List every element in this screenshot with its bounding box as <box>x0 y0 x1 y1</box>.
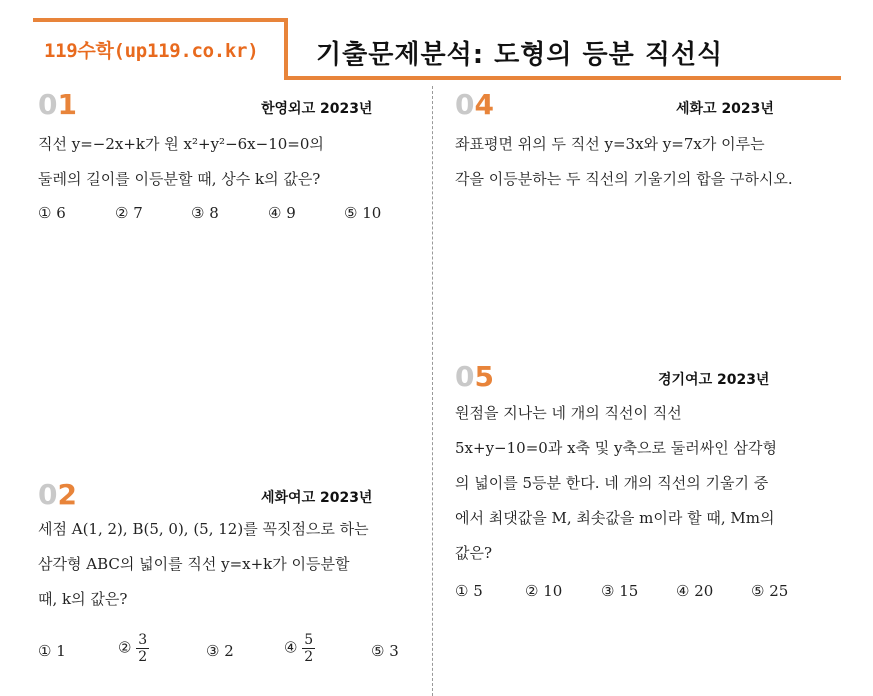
question-01-choices <box>38 204 428 226</box>
choice[interactable]: ① 1 <box>38 642 66 660</box>
question-02-source: 세화여고 2023년 <box>261 490 373 506</box>
question-02-line-3: 때, k의 값은? <box>38 590 128 608</box>
header-underline <box>288 76 841 80</box>
question-05-line-3: 의 넓이를 5등분 한다. 네 개의 직선의 기울기 중 <box>455 474 769 492</box>
question-number-05: 05 <box>455 360 494 393</box>
question-04-text <box>455 127 855 197</box>
question-04-line-2: 각을 이등분하는 두 직선의 기울기의 합을 구하시오. <box>455 170 793 188</box>
choice[interactable]: ② $\frac{3}{2}$ <box>118 632 148 665</box>
question-02-line-1: 세점 A(1, 2), B(5, 0), (5, 12)를 꼭짓점으로 하는 <box>38 520 369 538</box>
question-01-line-1: 직선 y=−2x+k가 원 x²+y²−6x−10=0의 <box>38 135 324 153</box>
question-05-source: 경기여고 2023년 <box>658 372 770 388</box>
question-02-choices <box>38 632 428 672</box>
question-02-text <box>38 512 430 617</box>
choice[interactable]: ② 7 <box>115 204 143 222</box>
choice[interactable]: ③ 2 <box>206 642 234 660</box>
question-01-line-2: 둘레의 길이를 이등분할 때, 상수 k의 값은? <box>38 170 321 188</box>
choice[interactable]: ④ $\frac{5}{2}$ <box>284 632 314 665</box>
choice[interactable]: ④ 20 <box>676 582 714 600</box>
choice[interactable]: ④ 9 <box>268 204 296 222</box>
question-05-text <box>455 396 855 571</box>
choice[interactable]: ⑤ 10 <box>344 204 382 222</box>
question-number-01: 01 <box>38 88 77 121</box>
question-05-line-2: 5x+y−10=0과 x축 및 y축으로 둘러싸인 삼각형 <box>455 439 777 457</box>
question-01-text <box>38 127 428 197</box>
choice[interactable]: ⑤ 3 <box>371 642 399 660</box>
choice[interactable]: ② 10 <box>525 582 563 600</box>
page-title: 기출문제분석: 도형의 등분 직선식 <box>316 40 724 70</box>
question-05-line-1: 원점을 지나는 네 개의 직선이 직선 <box>455 404 682 422</box>
question-04-line-1: 좌표평면 위의 두 직선 y=3x와 y=7x가 이루는 <box>455 135 765 153</box>
question-05-choices <box>455 582 845 604</box>
brand-label: 119수학(up119.co.kr) <box>44 40 259 62</box>
question-04-source: 세화고 2023년 <box>676 101 774 117</box>
question-05-line-5: 값은? <box>455 544 493 562</box>
choice[interactable]: ⑤ 25 <box>751 582 789 600</box>
question-number-04: 04 <box>455 88 494 121</box>
choice[interactable]: ③ 8 <box>191 204 219 222</box>
question-01-source: 한영외고 2023년 <box>261 101 373 117</box>
question-05-line-4: 에서 최댓값을 M, 최솟값을 m이라 할 때, Mm의 <box>455 509 775 527</box>
choice[interactable]: ③ 15 <box>601 582 639 600</box>
choice[interactable]: ① 6 <box>38 204 66 222</box>
choice[interactable]: ① 5 <box>455 582 483 600</box>
fraction: $\frac{5}{2}$ <box>304 632 314 665</box>
question-number-02: 02 <box>38 478 77 511</box>
column-divider <box>432 86 433 696</box>
question-02-line-2: 삼각형 ABC의 넓이를 직선 y=x+k가 이등분할 <box>38 555 350 573</box>
fraction: $\frac{3}{2}$ <box>138 632 148 665</box>
